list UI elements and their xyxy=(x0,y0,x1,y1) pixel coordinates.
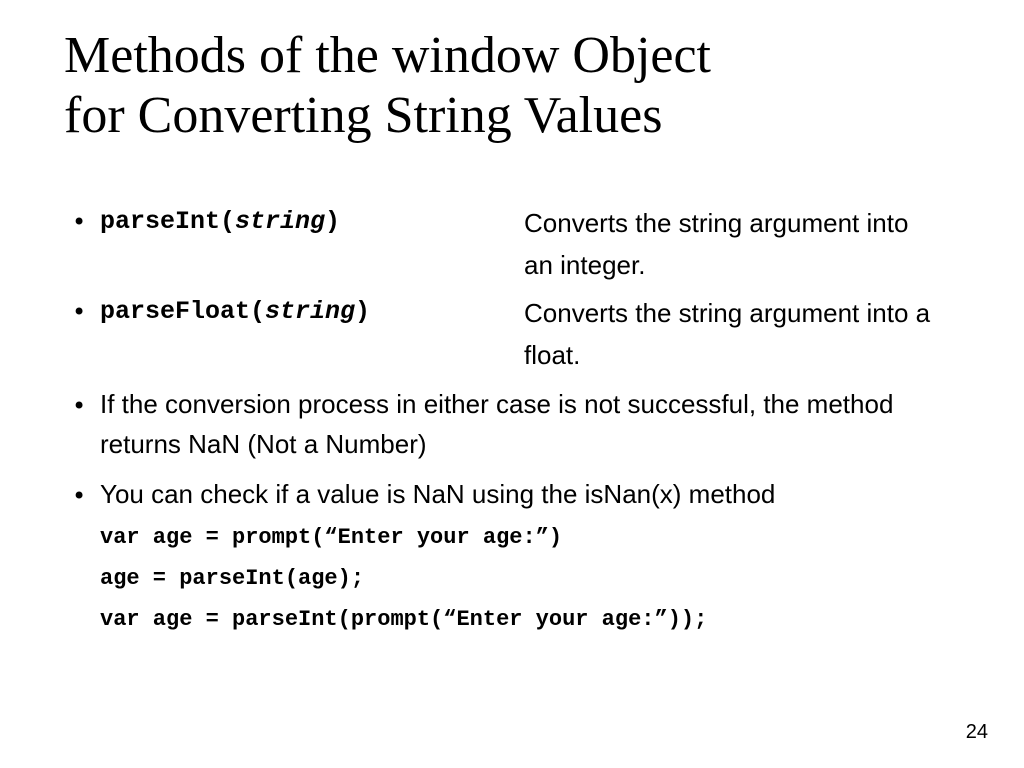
method-item-parsefloat xyxy=(72,298,952,378)
bullet-item-isnan xyxy=(72,479,952,526)
method-name-suffix: ) xyxy=(355,297,371,326)
bullet-icon: • xyxy=(72,482,87,510)
bullet-item-nan xyxy=(72,389,952,476)
method-name-prefix: parseInt( xyxy=(100,207,236,236)
bullet-text: If the conversion process in either case is not successful, the method returns NaN (Not a Number) xyxy=(100,389,894,459)
method-name-suffix: ) xyxy=(325,207,341,236)
method-name xyxy=(100,298,370,326)
method-description: Converts the string argument into an integer. xyxy=(524,208,909,280)
method-argument: string xyxy=(265,297,356,326)
page-number: 24 xyxy=(965,721,988,743)
method-name xyxy=(100,208,340,236)
method-item-parseint xyxy=(72,208,952,288)
bullet-icon: • xyxy=(72,208,87,236)
slide-title-line-2: for Converting String Values xyxy=(64,87,663,144)
bullet-text: You can check if a value is NaN using the isNan(x) method xyxy=(100,479,776,509)
code-line-3: var age = parseInt(prompt(“Enter your age:”)); xyxy=(100,607,708,632)
slide-title-line-1: Methods of the window Object xyxy=(64,27,712,84)
bullet-icon: • xyxy=(72,298,87,326)
slide-title xyxy=(64,26,964,146)
code-line-2: age = parseInt(age); xyxy=(100,566,365,591)
method-argument: string xyxy=(235,207,326,236)
bullet-icon: • xyxy=(72,392,87,420)
code-line-1: var age = prompt(“Enter your age:”) xyxy=(100,525,563,550)
method-description: Converts the string argument into a float. xyxy=(524,298,931,370)
method-name-prefix: parseFloat( xyxy=(100,297,266,326)
